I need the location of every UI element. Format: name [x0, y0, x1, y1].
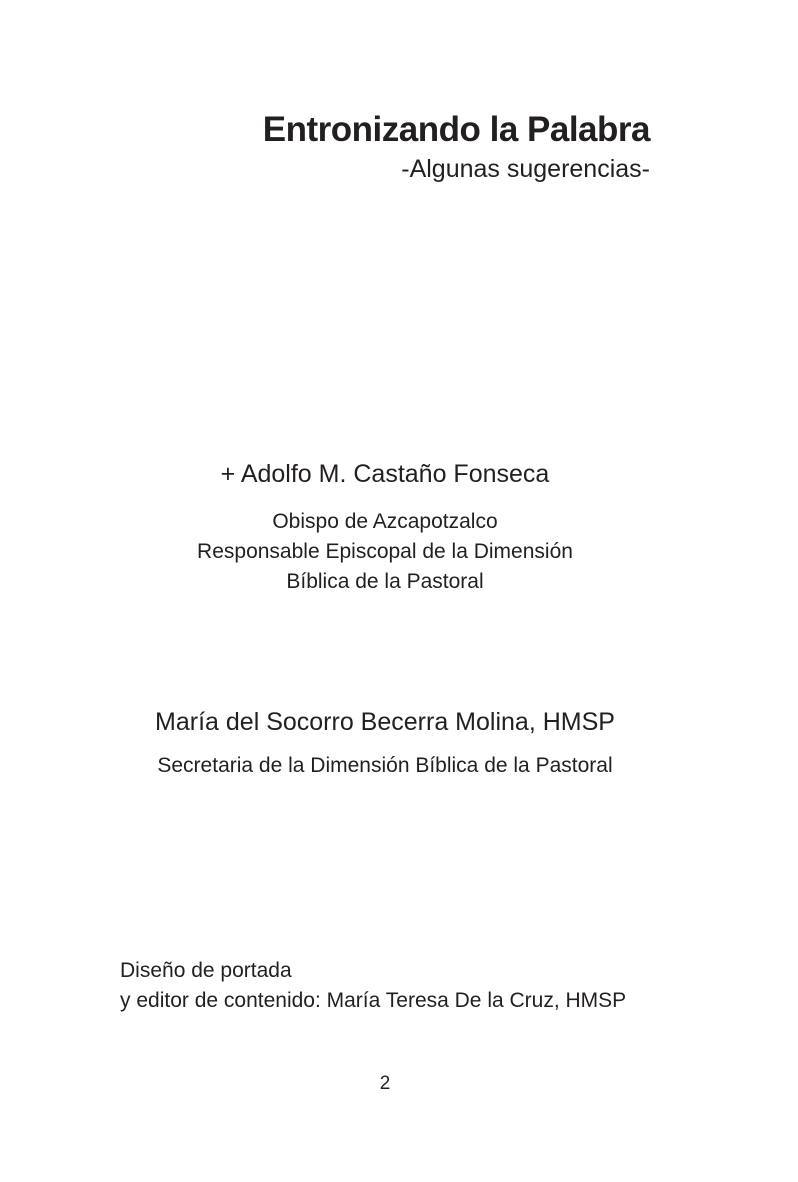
page-subtitle: -Algunas sugerencias-	[401, 154, 650, 183]
credits-line-2: y editor de contenido: María Teresa De la Cruz, HMSP	[120, 989, 627, 1012]
author-role-line-2: Responsable Episcopal de la Dimensión	[197, 540, 573, 563]
author-role-line-3: Bíblica de la Pastoral	[286, 570, 484, 593]
page-number: 2	[379, 1073, 391, 1094]
title-block	[120, 108, 650, 184]
author-role-line-1: Obispo de Azcapotzalco	[272, 510, 498, 533]
secretary-block	[120, 706, 650, 781]
credits-line-1: Diseño de portada	[120, 959, 292, 982]
secretary-name: María del Socorro Becerra Molina, HMSP	[155, 708, 615, 736]
page-title: Entronizando la Palabra	[262, 110, 650, 149]
secretary-role: Secretaria de la Dimensión Bíblica de la Pastoral	[157, 754, 613, 777]
credits-block	[120, 956, 680, 1016]
author-name: + Adolfo M. Castaño Fonseca	[220, 460, 550, 488]
author-block	[120, 458, 650, 597]
